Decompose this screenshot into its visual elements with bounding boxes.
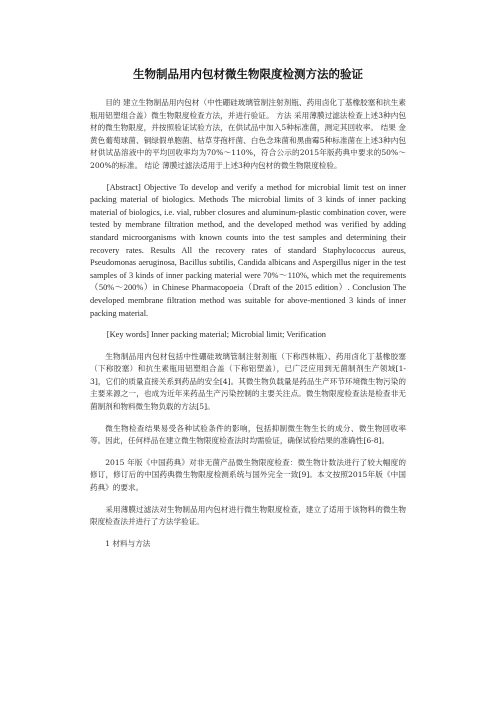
body-paragraph-2: 微生物检查结果易受各种试验条件的影响，包括抑制微生物生长的成分、微生物回收率等。因此，任何样品在建立微生物限度检查法时均需验证，确保试验结果的准确性[6-8]。	[90, 423, 406, 446]
body-paragraph-1: 生物制品用内包材包括中性硼硅玻璃管制注射剂瓶（下称西林瓶）、药用卤化丁基橡胶塞（下称胶塞）和抗生素瓶用铝塑组合盖（下称铝塑盖），已广泛应用到无菌制剂生产领域[1-3]，它们的质量直接关系到药品的安全[4]。其微生物负载量是药品生产环节环境微生物污染的主要来源之一，也成为近年来药品生产污染控制的主要关注点。微生物限度检查法是检查非无菌制剂和物料微生物负载的方法[5]。	[90, 351, 406, 412]
abstract-chinese: 目的 建立生物制品用内包材（中性硼硅玻璃管制注射剂瓶、药用卤化丁基橡胶塞和抗生素瓶用铝塑组合盖）微生物限度检查方法，并进行验证。 方法 采用薄膜过滤法检查上述3种内包材的微生物限度，并按照验证试验方法，在供试品中加入5种标准菌，测定其回收率。 结果 金黄色葡萄球菌、铜绿假单胞菌、枯草芽孢杆菌、白色念珠菌和黑曲霉5种标准菌在上述3种内包材供试品溶液中的平均回收率均为70%～110%，符合公示的2015年版药典中要求的50%～200%的标准。 结论 薄膜过滤法适用于上述3种内包材的微生物限度检验。	[90, 98, 406, 170]
body-paragraph-4: 采用薄膜过滤法对生物制品用内包材进行微生物限度检查，建立了适用于该物料的微生物限度检查法并进行了方法学验证。	[90, 504, 406, 527]
abstract-english: [Abstract] Objective To develop and verify a method for microbial limit test on inner packing material of biologics. Methods The microbial limits of 3 kinds of inner packing material of biologics, i.e. vial, rubber closures and aluminum-plastic combination cover, were tested by membrane filtration method, and the developed method was verified by adding standard microorganisms with known counts into the test samples and determining their recovery rates. Results All the recovery rates of standard Staphylococcus aureus, Pseudomonas aeruginosa, Bacillus subtilis, Candida albicans and Aspergillus niger in the test samples of 3 kinds of inner packing material were 70%～110%, which met the requirements（50%～200%）in Chinese Pharmacopoeia（Draft of the 2015 edition）. Conclusion The developed membrane filtration method was suitable for above-mentioned 3 kinds of inner packing material.	[90, 182, 406, 318]
keywords-english: [Key words] Inner packing material; Microbial limit; Verification	[106, 330, 326, 340]
article-title: 生物制品用内包材微生物限度检测方法的验证	[133, 67, 363, 81]
article-body	[90, 97, 406, 559]
body-paragraph-3: 2015 年版《中国药典》对非无菌产品微生物限度检查：微生物计数法进行了较大幅度的修订，修订后的中国药典微生物限度检测系统与国外完全一致[9]。本文按照2015年版《中国药典》的要求。	[90, 457, 406, 493]
section-heading: 1 材料与方法	[105, 538, 151, 548]
